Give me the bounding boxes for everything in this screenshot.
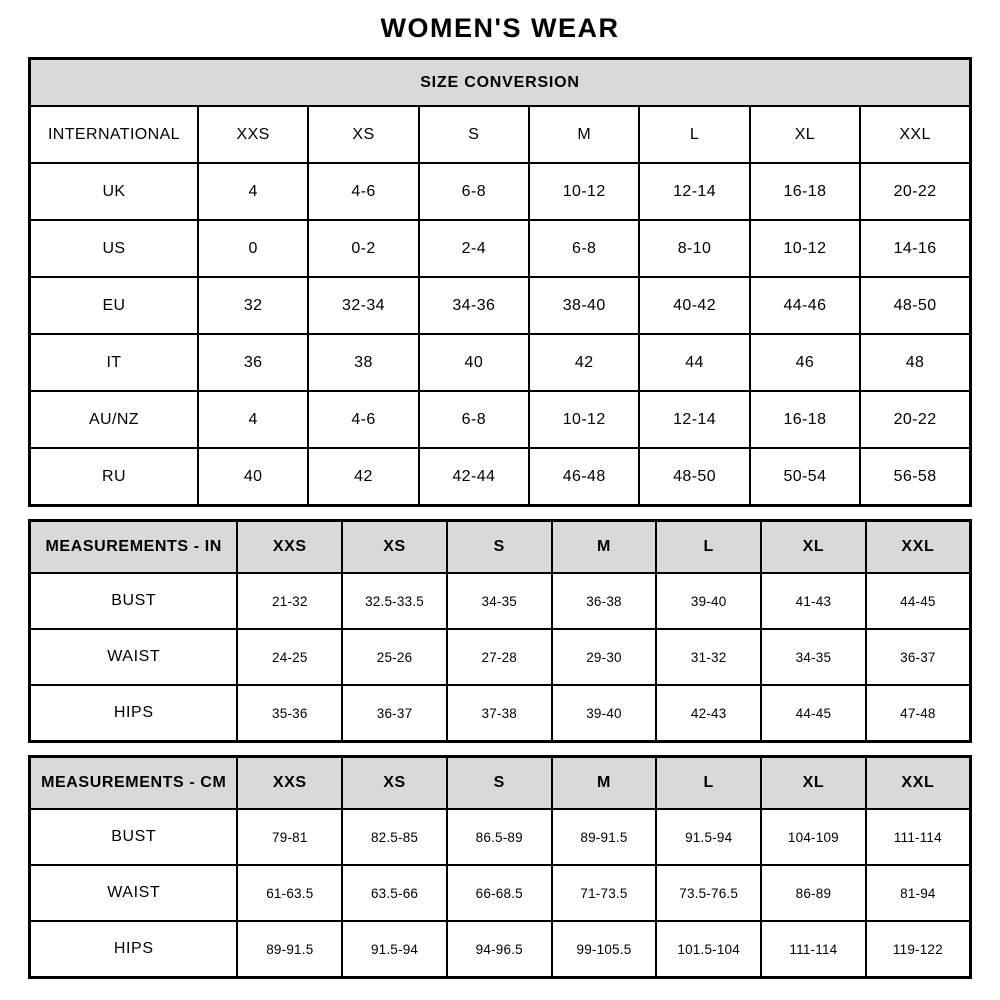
size-conversion-banner: SIZE CONVERSION xyxy=(30,59,971,107)
cell-value: 36-38 xyxy=(552,573,657,629)
row-label: WAIST xyxy=(30,865,238,921)
cell-value: 42-44 xyxy=(419,448,529,506)
cell-value: 44-45 xyxy=(761,685,866,742)
cell-value: 40 xyxy=(198,448,308,506)
cell-value: 81-94 xyxy=(866,865,971,921)
cell-value: 101.5-104 xyxy=(656,921,761,978)
cell-value: M xyxy=(529,106,639,163)
table-row xyxy=(30,448,971,506)
size-column-header: L xyxy=(656,521,761,574)
cell-value: XXS xyxy=(198,106,308,163)
cell-value: 42-43 xyxy=(656,685,761,742)
cell-value: 91.5-94 xyxy=(342,921,447,978)
size-column-header: L xyxy=(656,757,761,810)
cell-value: 0-2 xyxy=(308,220,418,277)
cell-value: 4-6 xyxy=(308,391,418,448)
cell-value: 25-26 xyxy=(342,629,447,685)
cell-value: 42 xyxy=(308,448,418,506)
cell-value: 29-30 xyxy=(552,629,657,685)
cell-value: XS xyxy=(308,106,418,163)
size-column-header: XL xyxy=(761,521,866,574)
row-label: RU xyxy=(30,448,198,506)
size-column-header: S xyxy=(447,521,552,574)
size-conversion-banner-row xyxy=(30,59,971,107)
cell-value: 71-73.5 xyxy=(552,865,657,921)
cell-value: 21-32 xyxy=(237,573,342,629)
cell-value: 39-40 xyxy=(656,573,761,629)
table-row xyxy=(30,106,971,163)
cell-value: L xyxy=(639,106,749,163)
size-column-header: XXS xyxy=(237,757,342,810)
cell-value: 38 xyxy=(308,334,418,391)
row-label: HIPS xyxy=(30,921,238,978)
table-row xyxy=(30,163,971,220)
cell-value: 6-8 xyxy=(419,391,529,448)
size-column-header: XS xyxy=(342,521,447,574)
cell-value: 2-4 xyxy=(419,220,529,277)
cell-value: 6-8 xyxy=(529,220,639,277)
cell-value: 79-81 xyxy=(237,809,342,865)
cell-value: 86.5-89 xyxy=(447,809,552,865)
cell-value: XXL xyxy=(860,106,970,163)
cell-value: 111-114 xyxy=(866,809,971,865)
size-column-header: XXL xyxy=(866,757,971,810)
cell-value: 32.5-33.5 xyxy=(342,573,447,629)
cell-value: 0 xyxy=(198,220,308,277)
cell-value: 39-40 xyxy=(552,685,657,742)
row-label: BUST xyxy=(30,573,238,629)
row-label: IT xyxy=(30,334,198,391)
row-label: AU/NZ xyxy=(30,391,198,448)
cell-value: 66-68.5 xyxy=(447,865,552,921)
table-row xyxy=(30,921,971,978)
cell-value: 20-22 xyxy=(860,163,970,220)
cell-value: 16-18 xyxy=(750,163,860,220)
cell-value: 27-28 xyxy=(447,629,552,685)
cell-value: 40 xyxy=(419,334,529,391)
cell-value: 42 xyxy=(529,334,639,391)
measurements-in-header-row xyxy=(30,521,971,574)
row-label: HIPS xyxy=(30,685,238,742)
cell-value: 82.5-85 xyxy=(342,809,447,865)
cell-value: 89-91.5 xyxy=(237,921,342,978)
cell-value: 35-36 xyxy=(237,685,342,742)
table-row xyxy=(30,277,971,334)
cell-value: 91.5-94 xyxy=(656,809,761,865)
cell-value: 48 xyxy=(860,334,970,391)
measurements-cm-table xyxy=(28,755,972,979)
measurements-cm-header-row xyxy=(30,757,971,810)
table-row xyxy=(30,685,971,742)
cell-value: 8-10 xyxy=(639,220,749,277)
cell-value: 36-37 xyxy=(342,685,447,742)
cell-value: 32-34 xyxy=(308,277,418,334)
cell-value: 34-35 xyxy=(761,629,866,685)
table-row xyxy=(30,334,971,391)
cell-value: 119-122 xyxy=(866,921,971,978)
cell-value: 48-50 xyxy=(860,277,970,334)
cell-value: 12-14 xyxy=(639,163,749,220)
cell-value: 4-6 xyxy=(308,163,418,220)
size-column-header: XXS xyxy=(237,521,342,574)
cell-value: 20-22 xyxy=(860,391,970,448)
cell-value: 38-40 xyxy=(529,277,639,334)
cell-value: 86-89 xyxy=(761,865,866,921)
cell-value: 10-12 xyxy=(529,391,639,448)
cell-value: 31-32 xyxy=(656,629,761,685)
cell-value: XL xyxy=(750,106,860,163)
measurements-cm-header-label: MEASUREMENTS - CM xyxy=(30,757,238,810)
cell-value: 44-46 xyxy=(750,277,860,334)
cell-value: 41-43 xyxy=(761,573,866,629)
cell-value: 40-42 xyxy=(639,277,749,334)
size-column-header: XXL xyxy=(866,521,971,574)
cell-value: 16-18 xyxy=(750,391,860,448)
cell-value: 73.5-76.5 xyxy=(656,865,761,921)
cell-value: 44 xyxy=(639,334,749,391)
cell-value: 32 xyxy=(198,277,308,334)
cell-value: 36-37 xyxy=(866,629,971,685)
cell-value: 104-109 xyxy=(761,809,866,865)
row-label: BUST xyxy=(30,809,238,865)
size-conversion-table xyxy=(28,57,972,507)
size-column-header: M xyxy=(552,757,657,810)
row-label: INTERNATIONAL xyxy=(30,106,198,163)
row-label: UK xyxy=(30,163,198,220)
cell-value: 34-36 xyxy=(419,277,529,334)
cell-value: 89-91.5 xyxy=(552,809,657,865)
cell-value: 46-48 xyxy=(529,448,639,506)
cell-value: 48-50 xyxy=(639,448,749,506)
cell-value: 36 xyxy=(198,334,308,391)
cell-value: 63.5-66 xyxy=(342,865,447,921)
cell-value: 14-16 xyxy=(860,220,970,277)
table-row xyxy=(30,573,971,629)
cell-value: 10-12 xyxy=(750,220,860,277)
size-column-header: XL xyxy=(761,757,866,810)
cell-value: 34-35 xyxy=(447,573,552,629)
cell-value: 4 xyxy=(198,163,308,220)
cell-value: 56-58 xyxy=(860,448,970,506)
cell-value: S xyxy=(419,106,529,163)
row-label: WAIST xyxy=(30,629,238,685)
cell-value: 44-45 xyxy=(866,573,971,629)
table-row xyxy=(30,865,971,921)
cell-value: 4 xyxy=(198,391,308,448)
table-row xyxy=(30,391,971,448)
cell-value: 61-63.5 xyxy=(237,865,342,921)
cell-value: 47-48 xyxy=(866,685,971,742)
page-title: WOMEN'S WEAR xyxy=(380,13,620,43)
cell-value: 24-25 xyxy=(237,629,342,685)
cell-value: 111-114 xyxy=(761,921,866,978)
cell-value: 10-12 xyxy=(529,163,639,220)
size-column-header: XS xyxy=(342,757,447,810)
size-column-header: S xyxy=(447,757,552,810)
table-row xyxy=(30,629,971,685)
cell-value: 6-8 xyxy=(419,163,529,220)
cell-value: 12-14 xyxy=(639,391,749,448)
table-row xyxy=(30,809,971,865)
measurements-in-table xyxy=(28,519,972,743)
cell-value: 94-96.5 xyxy=(447,921,552,978)
cell-value: 50-54 xyxy=(750,448,860,506)
row-label: EU xyxy=(30,277,198,334)
cell-value: 37-38 xyxy=(447,685,552,742)
row-label: US xyxy=(30,220,198,277)
cell-value: 46 xyxy=(750,334,860,391)
cell-value: 99-105.5 xyxy=(552,921,657,978)
size-column-header: M xyxy=(552,521,657,574)
measurements-in-header-label: MEASUREMENTS - IN xyxy=(30,521,238,574)
table-row xyxy=(30,220,971,277)
